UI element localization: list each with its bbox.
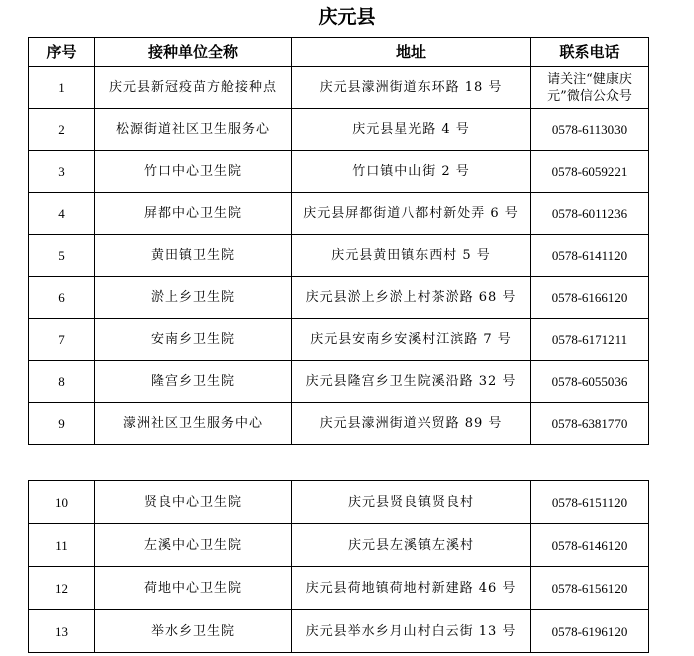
site-address: 庆元县淤上乡淤上村茶淤路 68 号 (292, 277, 531, 319)
site-phone: 0578-6059221 (531, 151, 649, 193)
site-address: 庆元县濛洲街道兴贸路 89 号 (292, 403, 531, 445)
site-address: 庆元县贤良镇贤良村 (292, 481, 531, 524)
site-phone: 0578-6011236 (531, 193, 649, 235)
site-phone: 0578-6171211 (531, 319, 649, 361)
table-row (29, 361, 649, 403)
row-number: 9 (29, 403, 95, 445)
vaccination-sites-table-continued (28, 480, 649, 653)
header-address: 地址 (292, 38, 531, 67)
table-row (29, 567, 649, 610)
site-name: 左溪中心卫生院 (95, 524, 292, 567)
vaccination-sites-table (28, 37, 649, 445)
site-phone: 0578-6156120 (531, 567, 649, 610)
site-name: 贤良中心卫生院 (95, 481, 292, 524)
row-number: 12 (29, 567, 95, 610)
site-address: 庆元县黄田镇东西村 5 号 (292, 235, 531, 277)
table-row (29, 151, 649, 193)
site-address: 竹口镇中山街 2 号 (292, 151, 531, 193)
site-phone: 0578-6381770 (531, 403, 649, 445)
site-name: 隆宫乡卫生院 (95, 361, 292, 403)
table-row (29, 524, 649, 567)
site-phone: 0578-6166120 (531, 277, 649, 319)
table-row (29, 109, 649, 151)
row-number: 8 (29, 361, 95, 403)
site-name: 举水乡卫生院 (95, 610, 292, 653)
site-name: 黄田镇卫生院 (95, 235, 292, 277)
row-number: 3 (29, 151, 95, 193)
table-row (29, 319, 649, 361)
table-row (29, 481, 649, 524)
page-title: 庆元县 (318, 6, 376, 28)
row-number: 6 (29, 277, 95, 319)
row-number: 11 (29, 524, 95, 567)
header-phone: 联系电话 (531, 38, 649, 67)
site-name: 荷地中心卫生院 (95, 567, 292, 610)
table-row (29, 193, 649, 235)
row-number: 7 (29, 319, 95, 361)
site-phone: 请关注“健康庆元”微信公众号 (531, 67, 649, 109)
site-address: 庆元县左溪镇左溪村 (292, 524, 531, 567)
table-row (29, 235, 649, 277)
site-address: 庆元县安南乡安溪村江滨路 7 号 (292, 319, 531, 361)
header-number: 序号 (29, 38, 95, 67)
table-row (29, 610, 649, 653)
site-name: 屏都中心卫生院 (95, 193, 292, 235)
header-site-name: 接种单位全称 (95, 38, 292, 67)
site-name: 淤上乡卫生院 (95, 277, 292, 319)
table-row (29, 67, 649, 109)
row-number: 5 (29, 235, 95, 277)
site-phone: 0578-6113030 (531, 109, 649, 151)
table-row (29, 277, 649, 319)
row-number: 2 (29, 109, 95, 151)
site-phone: 0578-6146120 (531, 524, 649, 567)
table-row (29, 403, 649, 445)
site-phone: 0578-6196120 (531, 610, 649, 653)
site-address: 庆元县隆宫乡卫生院溪沿路 32 号 (292, 361, 531, 403)
site-address: 庆元县荷地镇荷地村新建路 46 号 (292, 567, 531, 610)
header-row (29, 38, 649, 67)
site-phone: 0578-6055036 (531, 361, 649, 403)
site-name: 濛洲社区卫生服务中心 (95, 403, 292, 445)
site-name: 庆元县新冠疫苗方舱接种点 (95, 67, 292, 109)
site-address: 庆元县举水乡月山村白云街 13 号 (292, 610, 531, 653)
site-address: 庆元县星光路 4 号 (292, 109, 531, 151)
row-number: 10 (29, 481, 95, 524)
site-address: 庆元县濛洲街道东环路 18 号 (292, 67, 531, 109)
site-phone: 0578-6151120 (531, 481, 649, 524)
site-address: 庆元县屏都街道八都村新处弄 6 号 (292, 193, 531, 235)
row-number: 13 (29, 610, 95, 653)
row-number: 4 (29, 193, 95, 235)
row-number: 1 (29, 67, 95, 109)
site-name: 松源街道社区卫生服务心 (95, 109, 292, 151)
site-name: 竹口中心卫生院 (95, 151, 292, 193)
site-name: 安南乡卫生院 (95, 319, 292, 361)
site-phone: 0578-6141120 (531, 235, 649, 277)
